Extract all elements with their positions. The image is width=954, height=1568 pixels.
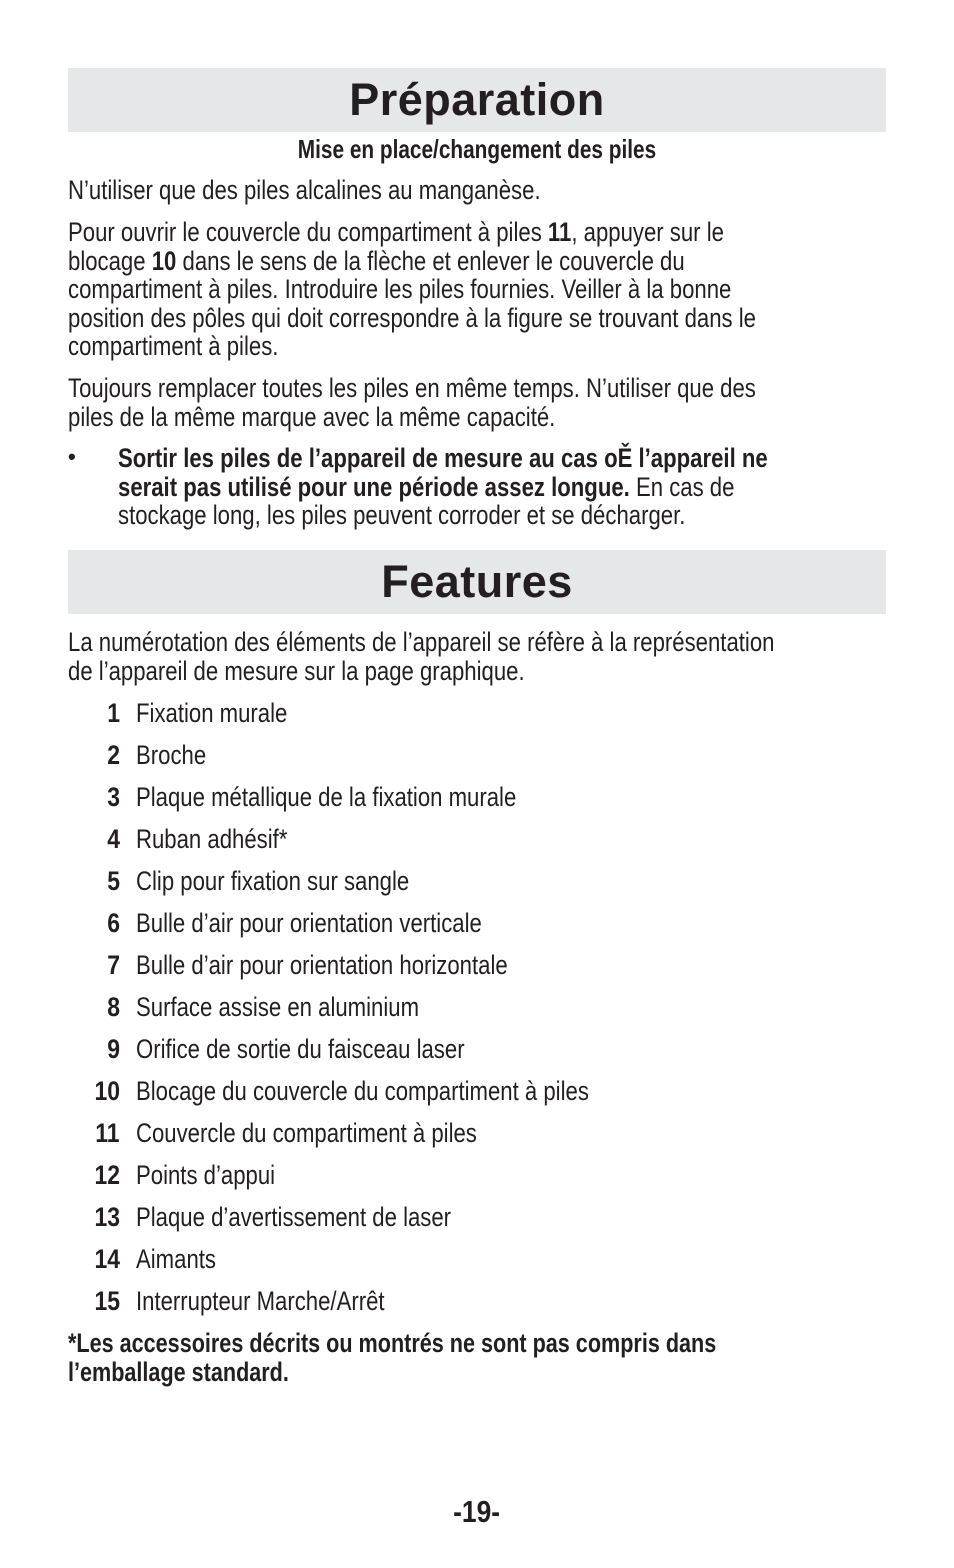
text-run: Pour ouvrir le couvercle du compartiment à piles	[68, 217, 548, 247]
list-item	[68, 866, 868, 896]
item-number: 3	[107, 782, 120, 812]
bullet-line	[118, 473, 768, 502]
item-label: Fixation murale	[136, 698, 288, 728]
list-item	[68, 992, 868, 1022]
list-item	[68, 1076, 868, 1106]
item-label: Interrupteur Marche/Arrêt	[136, 1286, 385, 1316]
list-item	[68, 950, 868, 980]
item-number: 10	[94, 1076, 120, 1106]
item-label: Aimants	[136, 1244, 216, 1274]
list-item	[68, 1034, 868, 1064]
preparation-header-banner	[68, 68, 886, 132]
text-run: dans le sens de la flèche et enlever le couvercle du	[176, 245, 685, 276]
paragraph-line: piles de la même marque avec la même capacité.	[68, 401, 556, 432]
item-label: Points d’appui	[136, 1160, 276, 1190]
item-label: Clip pour fixation sur sangle	[136, 866, 410, 896]
item-label: Broche	[136, 740, 207, 770]
list-item	[68, 1244, 868, 1274]
alkaline-paragraph-text: N’utiliser que des piles alcalines au manganèse.	[68, 175, 541, 205]
list-item	[68, 824, 868, 854]
list-item	[68, 1202, 868, 1232]
features-header-banner	[68, 550, 886, 614]
item-label: Bulle d’air pour orientation verticale	[136, 908, 482, 938]
list-item	[68, 908, 868, 938]
item-label: Surface assise en aluminium	[136, 992, 420, 1022]
features-title: Features	[381, 556, 573, 607]
battery-cover-paragraph	[68, 218, 907, 361]
accessories-footnote	[68, 1329, 878, 1386]
paragraph-line	[68, 247, 756, 276]
item-label: Plaque métallique de la fixation murale	[136, 782, 517, 812]
text-run: serait pas utilisé pour une période assez longue.	[118, 471, 630, 502]
text-run: blocage	[68, 245, 152, 276]
text-run: , appuyer sur le	[571, 217, 724, 247]
list-item	[68, 782, 868, 812]
item-number: 15	[94, 1286, 120, 1316]
page-number	[0, 1494, 954, 1530]
features-intro-paragraph	[68, 628, 930, 685]
alkaline-paragraph	[68, 176, 644, 205]
paragraph-line	[68, 218, 756, 247]
item-number: 12	[94, 1160, 120, 1190]
item-number: 13	[94, 1202, 120, 1232]
text-run: Sortir les piles de l’appareil de mesure au cas oĚ l’appareil ne	[118, 443, 768, 473]
item-number: 2	[107, 740, 120, 770]
preparation-title: Préparation	[349, 74, 605, 125]
item-label: Orifice de sortie du faisceau laser	[136, 1034, 465, 1064]
paragraph-line: La numérotation des éléments de l’appareil se réfère à la représentation	[68, 627, 775, 657]
item-number: 5	[107, 866, 120, 896]
battery-subheading-text: Mise en place/changement des piles	[297, 134, 657, 164]
item-label: Ruban adhésif*	[136, 824, 288, 854]
list-item	[68, 1160, 868, 1190]
item-label: Couvercle du compartiment à piles	[136, 1118, 477, 1148]
item-label: Plaque d’avertissement de laser	[136, 1202, 452, 1232]
item-number: 8	[107, 992, 120, 1022]
storage-warning-bullet	[118, 444, 910, 530]
bullet-line: stockage long, les piles peuvent corroder et se décharger.	[118, 500, 686, 530]
battery-subheading	[0, 134, 954, 165]
paragraph-line: Toujours remplacer toutes les piles en même temps. N’utiliser que des	[68, 373, 756, 403]
paragraph-line: de l’appareil de mesure sur la page graphique.	[68, 655, 525, 686]
item-number: 7	[107, 950, 120, 980]
replace-batteries-paragraph	[68, 374, 907, 431]
bullet-icon: •	[68, 444, 76, 469]
item-number: 1	[107, 698, 120, 728]
list-item	[68, 1286, 868, 1316]
bullet-line	[118, 444, 768, 473]
text-run: En cas de	[629, 471, 735, 502]
list-item	[68, 1118, 868, 1148]
footnote-line: l’emballage standard.	[68, 1356, 289, 1387]
list-item	[68, 698, 868, 728]
item-number: 6	[107, 908, 120, 938]
ref-number: 10	[151, 245, 177, 276]
footnote-line: *Les accessoires décrits ou montrés ne sont pas compris dans	[68, 1328, 717, 1358]
item-label: Bulle d’air pour orientation horizontale	[136, 950, 508, 980]
paragraph-line: position des pôles qui doit correspondre à la figure se trouvant dans le	[68, 302, 757, 333]
paragraph-line: compartiment à piles.	[68, 331, 279, 361]
list-item	[68, 740, 868, 770]
item-number: 4	[107, 824, 120, 854]
item-label: Blocage du couvercle du compartiment à piles	[136, 1076, 589, 1106]
ref-number: 11	[547, 217, 572, 247]
item-number: 11	[95, 1118, 120, 1148]
page-number-text: -19-	[453, 1494, 501, 1529]
item-number: 9	[107, 1034, 120, 1064]
paragraph-line: compartiment à piles. Introduire les piles fournies. Veiller à la bonne	[68, 274, 732, 304]
item-number: 14	[94, 1244, 120, 1274]
